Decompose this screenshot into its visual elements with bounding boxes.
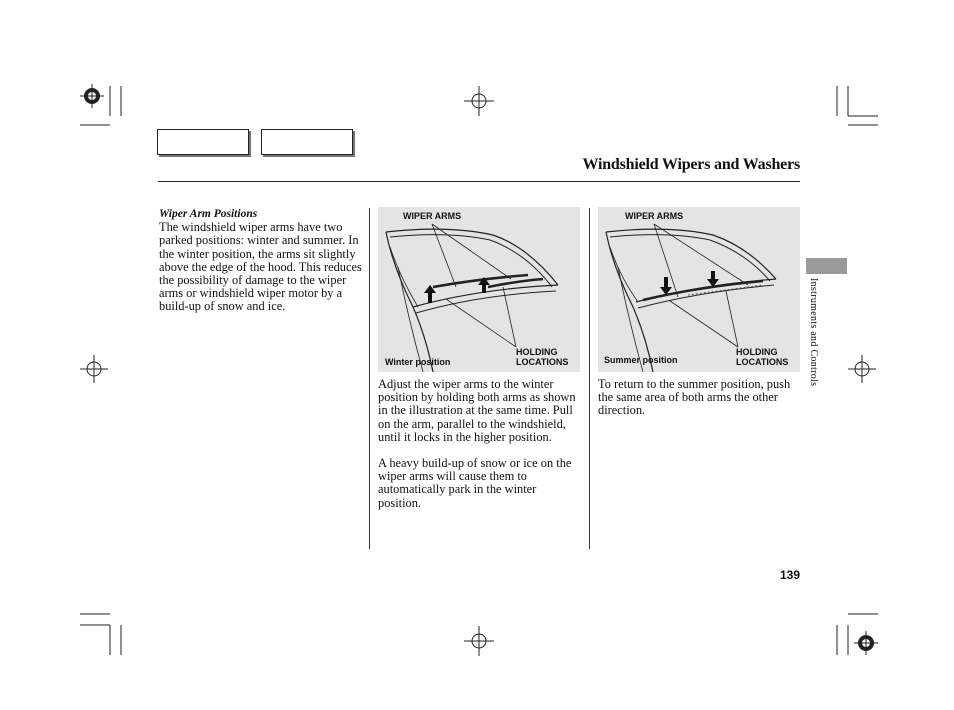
middle-column — [378, 378, 578, 510]
summer-caption: Summer position — [604, 355, 678, 365]
winter-caption: Winter position — [385, 357, 451, 367]
column-divider-1 — [369, 208, 370, 549]
summer-holding-label-2: LOCATIONS — [736, 357, 789, 367]
section-side-label: Instruments and Controls — [808, 278, 819, 387]
crosshair-left — [80, 355, 108, 383]
header-rule — [158, 181, 800, 182]
page-title: Windshield Wipers and Washers — [582, 156, 800, 173]
winter-wiper-arms-label: WIPER ARMS — [403, 211, 462, 221]
crosshair-top-center — [464, 86, 494, 116]
contents-tab[interactable] — [261, 129, 353, 155]
main-menu-tab[interactable] — [157, 129, 249, 155]
page-number: 139 — [779, 568, 800, 582]
snow-note: A heavy build-up of snow or ice on the wiper arms will cause them to automatically park in the winter position. — [378, 456, 572, 510]
registration-mark-bottom-right — [854, 631, 878, 655]
summer-position-illustration — [598, 207, 800, 372]
crosshair-bottom-center — [464, 626, 494, 656]
left-column — [159, 208, 365, 314]
winter-holding-label-2: LOCATIONS — [516, 357, 569, 367]
summer-wiper-arms-label: WIPER ARMS — [625, 211, 684, 221]
intro-paragraph: The windshield wiper arms have two parked positions: winter and summer. In the winter position, the arms sit slightly above the edge of the hood. This reduces the possibility of damage to the wiper arms or windshield wiper motor by a build-up of snow and ice. — [159, 220, 362, 314]
crosshair-right — [848, 355, 876, 383]
winter-position-illustration — [378, 207, 580, 372]
section-side-tab[interactable] — [806, 258, 847, 274]
section-subhead: Wiper Arm Positions — [159, 208, 258, 220]
summer-holding-label-1: HOLDING — [736, 347, 778, 357]
summer-instructions: To return to the summer position, push the same area of both arms the other direction. — [598, 377, 791, 418]
registration-mark-top-left — [80, 84, 104, 108]
column-divider-2 — [589, 208, 590, 549]
right-column — [598, 378, 800, 418]
winter-holding-label-1: HOLDING — [516, 347, 558, 357]
winter-instructions: Adjust the wiper arms to the winter position by holding both arms as shown in the illustration at the same time. Pull on the arm, parallel to the windshield, until it locks in the higher position. — [378, 377, 576, 444]
